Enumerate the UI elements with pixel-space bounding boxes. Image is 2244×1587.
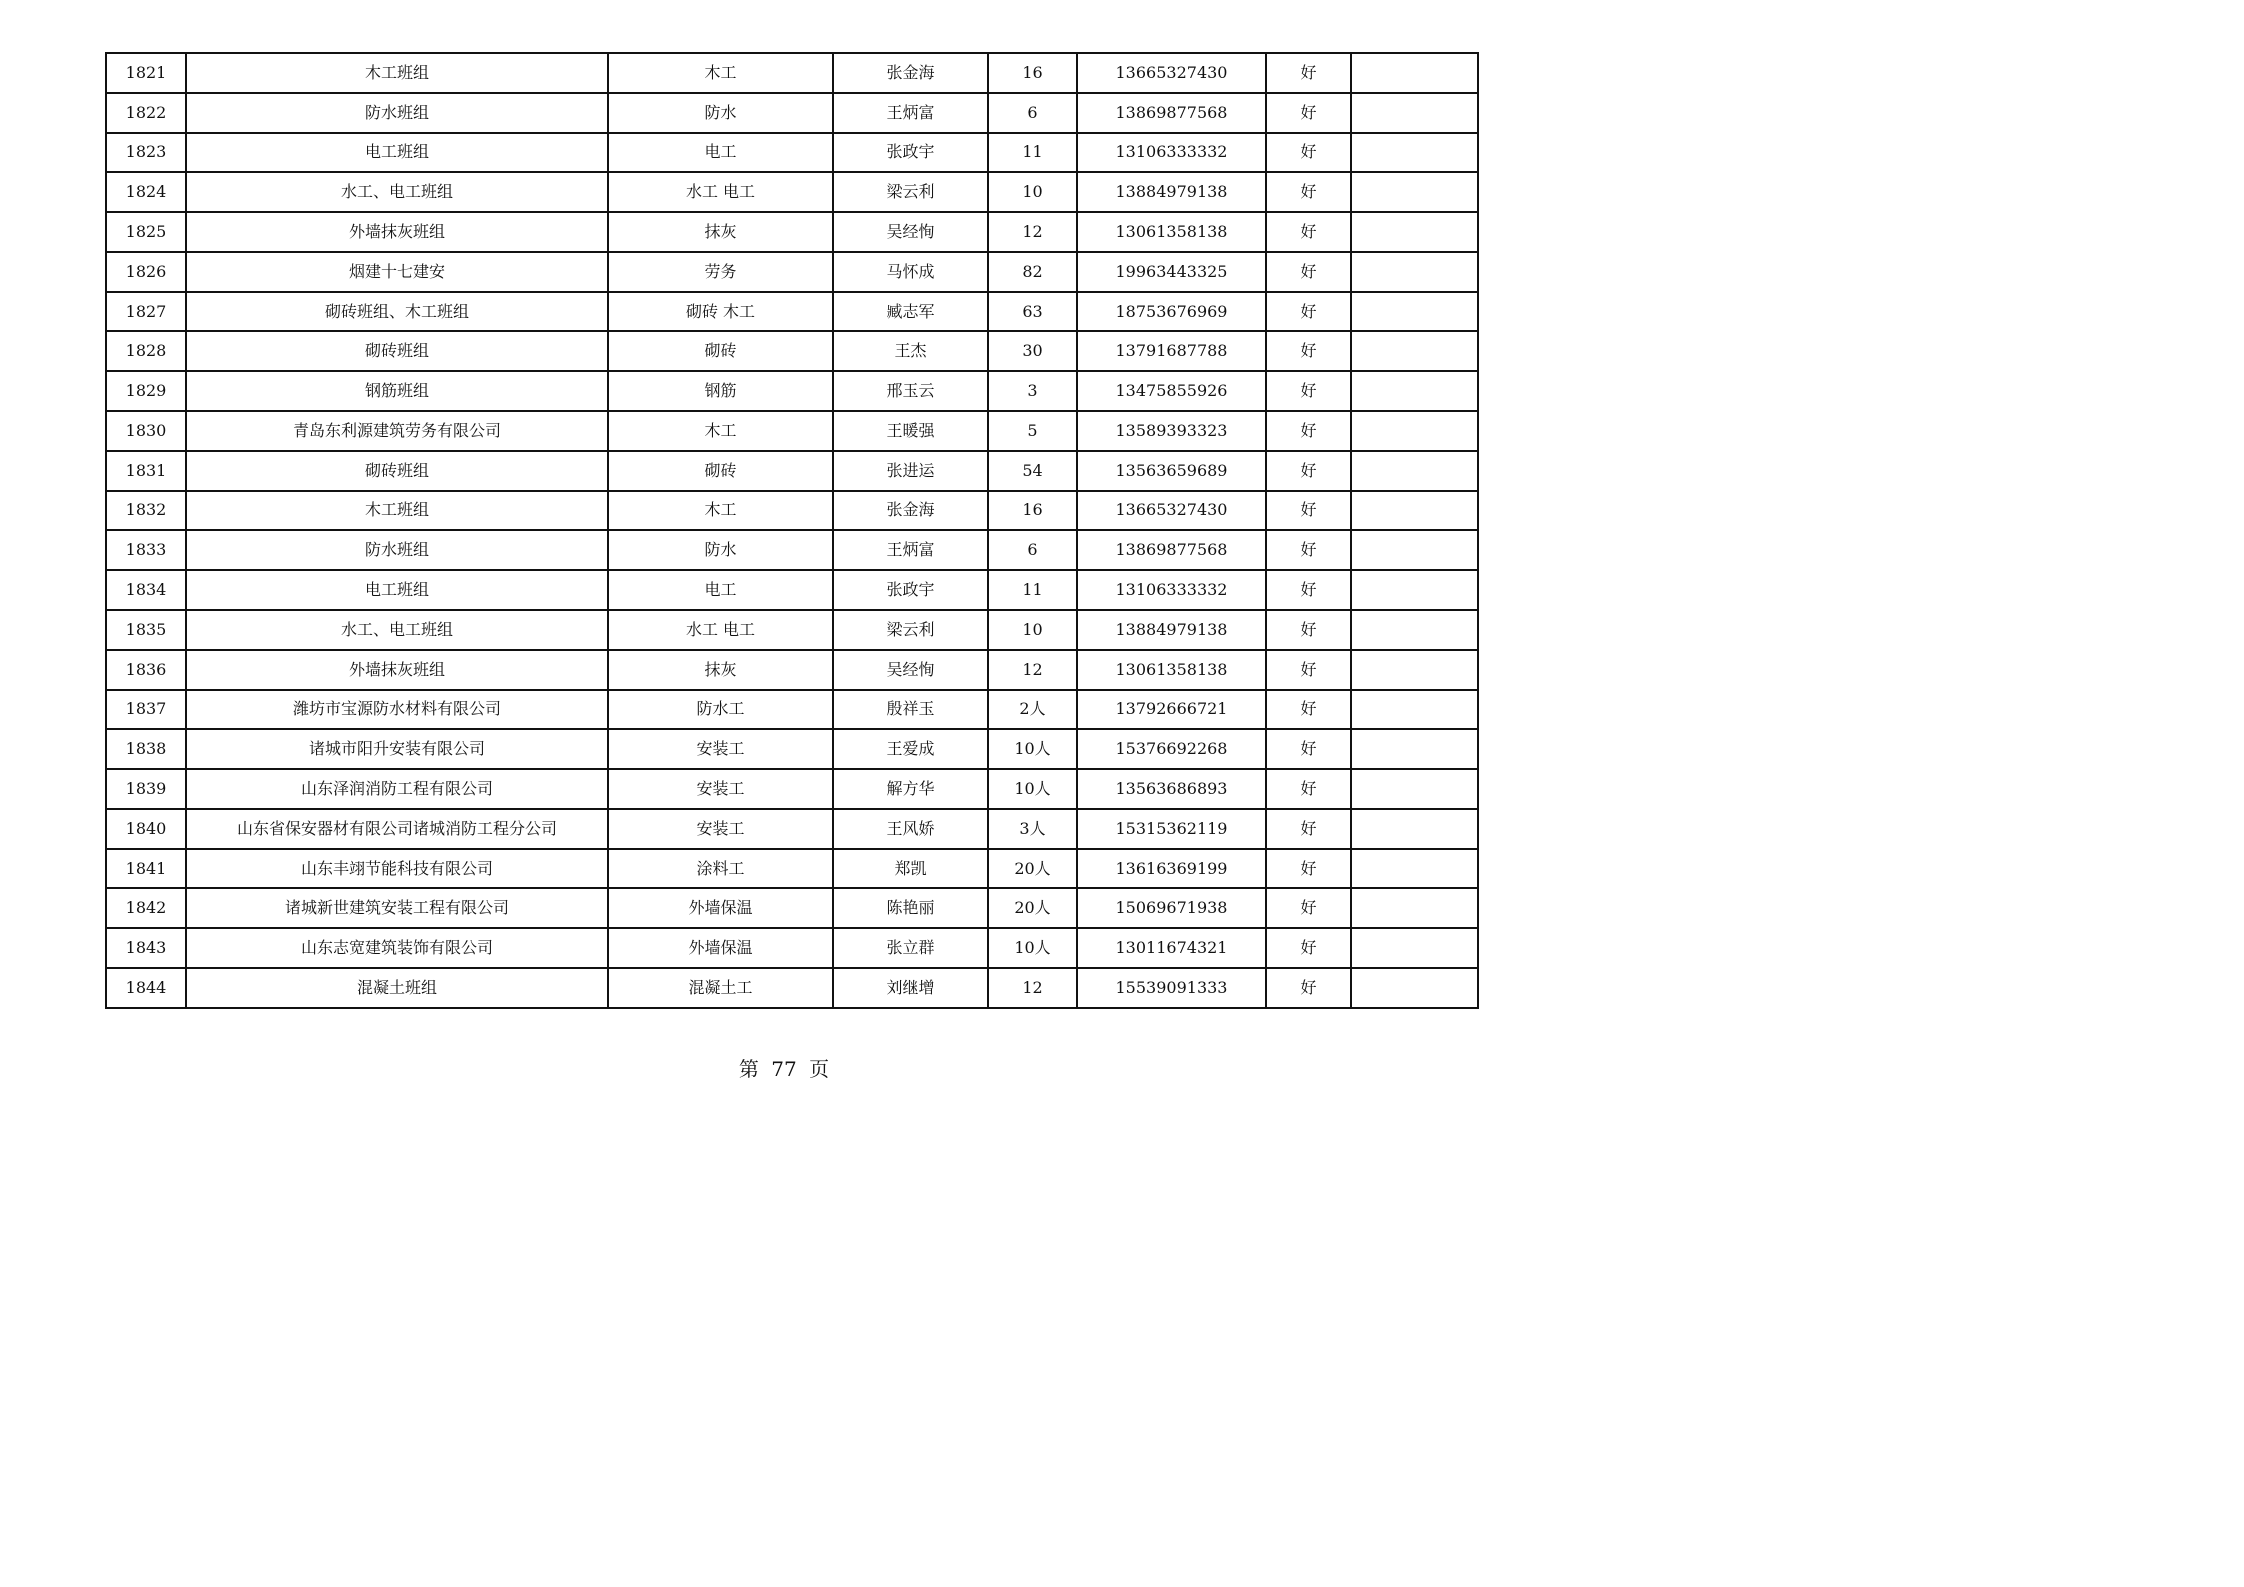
rating-cell: 好 — [1266, 292, 1351, 332]
table-row — [106, 451, 1478, 491]
rating-cell: 好 — [1266, 53, 1351, 93]
contact-person-cell: 解方华 — [833, 769, 988, 809]
team-name-cell: 诸城市阳升安装有限公司 — [186, 729, 608, 769]
trade-type-cell: 砌砖 木工 — [608, 292, 833, 332]
trade-type-cell: 防水 — [608, 93, 833, 133]
contact-person-cell: 王杰 — [833, 331, 988, 371]
contact-person-cell: 张政宇 — [833, 133, 988, 173]
phone-number-cell: 15069671938 — [1077, 888, 1266, 928]
headcount-cell: 10 — [988, 610, 1077, 650]
rating-cell: 好 — [1266, 93, 1351, 133]
headcount-cell: 12 — [988, 968, 1077, 1008]
contact-person-cell: 张立群 — [833, 928, 988, 968]
phone-number-cell: 13884979138 — [1077, 172, 1266, 212]
serial-number-cell: 1838 — [106, 729, 186, 769]
table-row — [106, 968, 1478, 1008]
remarks-cell — [1351, 53, 1478, 93]
remarks-cell — [1351, 252, 1478, 292]
phone-number-cell: 13665327430 — [1077, 491, 1266, 531]
rating-cell: 好 — [1266, 849, 1351, 889]
remarks-cell — [1351, 133, 1478, 173]
team-name-cell: 潍坊市宝源防水材料有限公司 — [186, 690, 608, 730]
headcount-cell: 3 — [988, 371, 1077, 411]
serial-number-cell: 1844 — [106, 968, 186, 1008]
headcount-cell: 2人 — [988, 690, 1077, 730]
remarks-cell — [1351, 491, 1478, 531]
team-name-cell: 青岛东利源建筑劳务有限公司 — [186, 411, 608, 451]
table-row — [106, 212, 1478, 252]
remarks-cell — [1351, 690, 1478, 730]
team-name-cell: 钢筋班组 — [186, 371, 608, 411]
contact-person-cell: 王暖强 — [833, 411, 988, 451]
phone-number-cell: 13589393323 — [1077, 411, 1266, 451]
trade-type-cell: 电工 — [608, 570, 833, 610]
table-row — [106, 769, 1478, 809]
team-name-cell: 混凝土班组 — [186, 968, 608, 1008]
serial-number-cell: 1841 — [106, 849, 186, 889]
serial-number-cell: 1843 — [106, 928, 186, 968]
rating-cell: 好 — [1266, 530, 1351, 570]
remarks-cell — [1351, 570, 1478, 610]
trade-type-cell: 安装工 — [608, 729, 833, 769]
contact-person-cell: 马怀成 — [833, 252, 988, 292]
trade-type-cell: 抹灰 — [608, 212, 833, 252]
rating-cell: 好 — [1266, 411, 1351, 451]
headcount-cell: 54 — [988, 451, 1077, 491]
table-row — [106, 172, 1478, 212]
rating-cell: 好 — [1266, 650, 1351, 690]
team-name-cell: 砌砖班组 — [186, 451, 608, 491]
contact-person-cell: 邢玉云 — [833, 371, 988, 411]
remarks-cell — [1351, 888, 1478, 928]
rating-cell: 好 — [1266, 331, 1351, 371]
serial-number-cell: 1828 — [106, 331, 186, 371]
table-row — [106, 928, 1478, 968]
table-row — [106, 610, 1478, 650]
rating-cell: 好 — [1266, 133, 1351, 173]
table-row — [106, 888, 1478, 928]
headcount-cell: 12 — [988, 212, 1077, 252]
headcount-cell: 16 — [988, 491, 1077, 531]
table-row — [106, 809, 1478, 849]
serial-number-cell: 1834 — [106, 570, 186, 610]
phone-number-cell: 18753676969 — [1077, 292, 1266, 332]
trade-type-cell: 水工 电工 — [608, 172, 833, 212]
table-row — [106, 292, 1478, 332]
team-name-cell: 防水班组 — [186, 530, 608, 570]
team-name-cell: 防水班组 — [186, 93, 608, 133]
team-name-cell: 烟建十七建安 — [186, 252, 608, 292]
serial-number-cell: 1839 — [106, 769, 186, 809]
headcount-cell: 6 — [988, 93, 1077, 133]
rating-cell: 好 — [1266, 729, 1351, 769]
phone-number-cell: 13791687788 — [1077, 331, 1266, 371]
trade-type-cell: 木工 — [608, 53, 833, 93]
phone-number-cell: 15539091333 — [1077, 968, 1266, 1008]
headcount-cell: 10 — [988, 172, 1077, 212]
phone-number-cell: 13616369199 — [1077, 849, 1266, 889]
headcount-cell: 16 — [988, 53, 1077, 93]
rating-cell: 好 — [1266, 570, 1351, 610]
table-row — [106, 252, 1478, 292]
phone-number-cell: 15376692268 — [1077, 729, 1266, 769]
contact-person-cell: 张金海 — [833, 491, 988, 531]
serial-number-cell: 1833 — [106, 530, 186, 570]
table-row — [106, 690, 1478, 730]
serial-number-cell: 1831 — [106, 451, 186, 491]
remarks-cell — [1351, 451, 1478, 491]
contact-person-cell: 郑凯 — [833, 849, 988, 889]
team-name-cell: 山东丰翊节能科技有限公司 — [186, 849, 608, 889]
phone-number-cell: 15315362119 — [1077, 809, 1266, 849]
headcount-cell: 5 — [988, 411, 1077, 451]
rating-cell: 好 — [1266, 371, 1351, 411]
headcount-cell: 11 — [988, 570, 1077, 610]
trade-type-cell: 混凝土工 — [608, 968, 833, 1008]
serial-number-cell: 1842 — [106, 888, 186, 928]
team-name-cell: 山东省保安器材有限公司诸城消防工程分公司 — [186, 809, 608, 849]
contact-person-cell: 臧志军 — [833, 292, 988, 332]
rating-cell: 好 — [1266, 212, 1351, 252]
contact-person-cell: 张金海 — [833, 53, 988, 93]
serial-number-cell: 1823 — [106, 133, 186, 173]
table-row — [106, 133, 1478, 173]
remarks-cell — [1351, 172, 1478, 212]
remarks-cell — [1351, 968, 1478, 1008]
contact-person-cell: 刘继增 — [833, 968, 988, 1008]
trade-type-cell: 木工 — [608, 491, 833, 531]
phone-number-cell: 13106333332 — [1077, 570, 1266, 610]
team-name-cell: 木工班组 — [186, 491, 608, 531]
remarks-cell — [1351, 729, 1478, 769]
team-name-cell: 诸城新世建筑安装工程有限公司 — [186, 888, 608, 928]
table-row — [106, 530, 1478, 570]
serial-number-cell: 1836 — [106, 650, 186, 690]
rating-cell: 好 — [1266, 491, 1351, 531]
contact-person-cell: 王炳富 — [833, 530, 988, 570]
roster-table — [105, 52, 1479, 1009]
contact-person-cell: 梁云利 — [833, 610, 988, 650]
headcount-cell: 10人 — [988, 769, 1077, 809]
trade-type-cell: 劳务 — [608, 252, 833, 292]
phone-number-cell: 19963443325 — [1077, 252, 1266, 292]
contact-person-cell: 王风娇 — [833, 809, 988, 849]
trade-type-cell: 外墙保温 — [608, 928, 833, 968]
serial-number-cell: 1822 — [106, 93, 186, 133]
rating-cell: 好 — [1266, 610, 1351, 650]
table-row — [106, 93, 1478, 133]
page-number: 第 77 页 — [738, 1057, 830, 1081]
table-row — [106, 491, 1478, 531]
table-row — [106, 53, 1478, 93]
rating-cell: 好 — [1266, 172, 1351, 212]
contact-person-cell: 王爱成 — [833, 729, 988, 769]
table-row — [106, 729, 1478, 769]
contact-person-cell: 吴经恂 — [833, 212, 988, 252]
trade-type-cell: 安装工 — [608, 809, 833, 849]
team-name-cell: 山东志宽建筑装饰有限公司 — [186, 928, 608, 968]
team-name-cell: 电工班组 — [186, 133, 608, 173]
team-name-cell: 外墙抹灰班组 — [186, 212, 608, 252]
headcount-cell: 11 — [988, 133, 1077, 173]
contact-person-cell: 陈艳丽 — [833, 888, 988, 928]
contact-person-cell: 张进运 — [833, 451, 988, 491]
contact-person-cell: 殷祥玉 — [833, 690, 988, 730]
team-name-cell: 电工班组 — [186, 570, 608, 610]
headcount-cell: 10人 — [988, 928, 1077, 968]
team-name-cell: 砌砖班组 — [186, 331, 608, 371]
table-row — [106, 570, 1478, 610]
remarks-cell — [1351, 292, 1478, 332]
serial-number-cell: 1825 — [106, 212, 186, 252]
rating-cell: 好 — [1266, 809, 1351, 849]
rating-cell: 好 — [1266, 769, 1351, 809]
trade-type-cell: 水工 电工 — [608, 610, 833, 650]
phone-number-cell: 13869877568 — [1077, 530, 1266, 570]
rating-cell: 好 — [1266, 968, 1351, 1008]
headcount-cell: 30 — [988, 331, 1077, 371]
trade-type-cell: 防水工 — [608, 690, 833, 730]
phone-number-cell: 13061358138 — [1077, 212, 1266, 252]
phone-number-cell: 13475855926 — [1077, 371, 1266, 411]
headcount-cell: 82 — [988, 252, 1077, 292]
contact-person-cell: 梁云利 — [833, 172, 988, 212]
team-name-cell: 外墙抹灰班组 — [186, 650, 608, 690]
table-row — [106, 331, 1478, 371]
serial-number-cell: 1821 — [106, 53, 186, 93]
roster-table-body — [106, 53, 1478, 1008]
headcount-cell: 6 — [988, 530, 1077, 570]
rating-cell: 好 — [1266, 888, 1351, 928]
phone-number-cell: 13884979138 — [1077, 610, 1266, 650]
phone-number-cell: 13563686893 — [1077, 769, 1266, 809]
headcount-cell: 3人 — [988, 809, 1077, 849]
table-row — [106, 371, 1478, 411]
headcount-cell: 10人 — [988, 729, 1077, 769]
remarks-cell — [1351, 93, 1478, 133]
serial-number-cell: 1832 — [106, 491, 186, 531]
serial-number-cell: 1830 — [106, 411, 186, 451]
remarks-cell — [1351, 809, 1478, 849]
headcount-cell: 20人 — [988, 849, 1077, 889]
phone-number-cell: 13011674321 — [1077, 928, 1266, 968]
remarks-cell — [1351, 928, 1478, 968]
rating-cell: 好 — [1266, 252, 1351, 292]
remarks-cell — [1351, 371, 1478, 411]
table-row — [106, 849, 1478, 889]
trade-type-cell: 涂料工 — [608, 849, 833, 889]
serial-number-cell: 1835 — [106, 610, 186, 650]
phone-number-cell: 13792666721 — [1077, 690, 1266, 730]
serial-number-cell: 1824 — [106, 172, 186, 212]
serial-number-cell: 1837 — [106, 690, 186, 730]
trade-type-cell: 安装工 — [608, 769, 833, 809]
rating-cell: 好 — [1266, 451, 1351, 491]
team-name-cell: 水工、电工班组 — [186, 610, 608, 650]
trade-type-cell: 防水 — [608, 530, 833, 570]
rating-cell: 好 — [1266, 928, 1351, 968]
remarks-cell — [1351, 212, 1478, 252]
serial-number-cell: 1840 — [106, 809, 186, 849]
trade-type-cell: 电工 — [608, 133, 833, 173]
remarks-cell — [1351, 769, 1478, 809]
phone-number-cell: 13106333332 — [1077, 133, 1266, 173]
contact-person-cell: 王炳富 — [833, 93, 988, 133]
phone-number-cell: 13869877568 — [1077, 93, 1266, 133]
serial-number-cell: 1829 — [106, 371, 186, 411]
headcount-cell: 63 — [988, 292, 1077, 332]
remarks-cell — [1351, 411, 1478, 451]
trade-type-cell: 砌砖 — [608, 331, 833, 371]
contact-person-cell: 吴经恂 — [833, 650, 988, 690]
trade-type-cell: 外墙保温 — [608, 888, 833, 928]
remarks-cell — [1351, 650, 1478, 690]
team-name-cell: 水工、电工班组 — [186, 172, 608, 212]
serial-number-cell: 1827 — [106, 292, 186, 332]
phone-number-cell: 13665327430 — [1077, 53, 1266, 93]
remarks-cell — [1351, 530, 1478, 570]
trade-type-cell: 木工 — [608, 411, 833, 451]
remarks-cell — [1351, 331, 1478, 371]
serial-number-cell: 1826 — [106, 252, 186, 292]
team-name-cell: 砌砖班组、木工班组 — [186, 292, 608, 332]
phone-number-cell: 13563659689 — [1077, 451, 1266, 491]
trade-type-cell: 砌砖 — [608, 451, 833, 491]
remarks-cell — [1351, 610, 1478, 650]
trade-type-cell: 钢筋 — [608, 371, 833, 411]
table-row — [106, 650, 1478, 690]
table-row — [106, 411, 1478, 451]
remarks-cell — [1351, 849, 1478, 889]
headcount-cell: 20人 — [988, 888, 1077, 928]
team-name-cell: 山东泽润消防工程有限公司 — [186, 769, 608, 809]
trade-type-cell: 抹灰 — [608, 650, 833, 690]
rating-cell: 好 — [1266, 690, 1351, 730]
contact-person-cell: 张政宇 — [833, 570, 988, 610]
team-name-cell: 木工班组 — [186, 53, 608, 93]
headcount-cell: 12 — [988, 650, 1077, 690]
phone-number-cell: 13061358138 — [1077, 650, 1266, 690]
